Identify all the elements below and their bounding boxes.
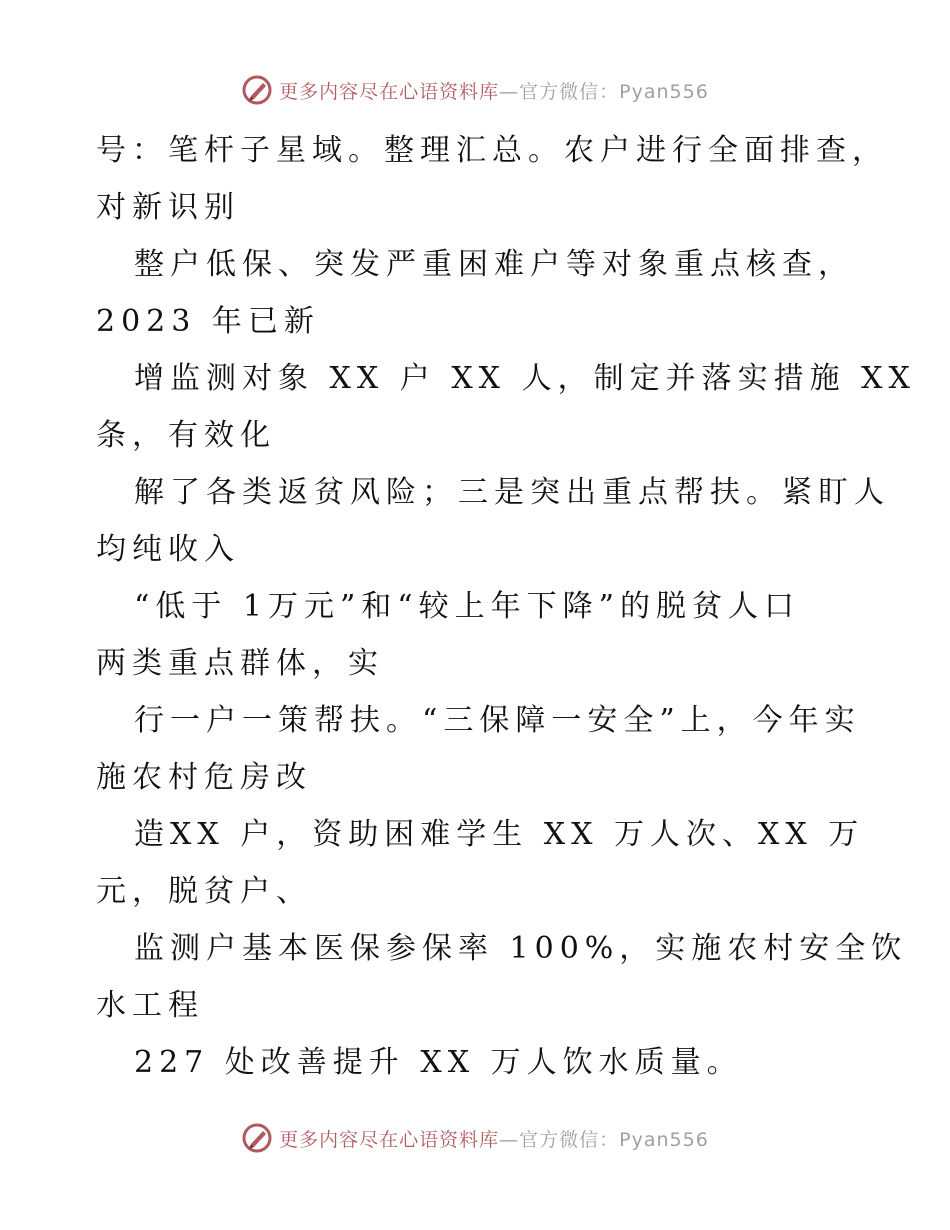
body-line: 监测户基本医保参保率 100%，实施农村安全饮	[134, 931, 908, 966]
footer-banner	[0, 1118, 950, 1158]
header-banner-separator: —	[499, 80, 520, 103]
body-line: 号：笔杆子星域。整理汇总。农户进行全面排查，	[96, 133, 888, 168]
body-line: 2023 年已新	[96, 304, 320, 339]
body-line: 条，有效化	[96, 418, 276, 453]
body-line: 整户低保、突发严重困难户等对象重点核查，	[134, 247, 854, 282]
footer-banner-main: 更多内容尽在心语资料库	[279, 1128, 500, 1151]
body-line: 均纯收入	[96, 532, 240, 567]
body-line: 解了各类返贫风险；三是突出重点帮扶。紧盯人	[134, 475, 890, 510]
header-banner-main: 更多内容尽在心语资料库	[279, 80, 500, 103]
body-line: “低于 1万元”和“较上年下降”的脱贫人口	[134, 589, 800, 624]
body-line: 造XX 户，资助困难学生 XX 万人次、XX 万	[134, 817, 865, 852]
body-line: 元，脱贫户、	[96, 874, 312, 909]
footer-banner-separator: —	[499, 1128, 520, 1151]
pen-logo-icon	[241, 1122, 273, 1154]
footer-banner-text	[279, 1125, 709, 1152]
body-line: 水工程	[96, 988, 204, 1023]
body-line: 227 处改善提升 XX 万人饮水质量。	[134, 1045, 743, 1080]
body-line: 对新识别	[96, 190, 240, 225]
body-line: 两类重点群体，实	[96, 646, 384, 681]
header-banner-wechat: 官方微信：Pyan556	[519, 80, 709, 103]
footer-banner-wechat: 官方微信：Pyan556	[519, 1128, 709, 1151]
pen-logo-icon	[241, 74, 273, 106]
header-banner	[0, 70, 950, 110]
document-body	[96, 122, 916, 1091]
header-banner-text	[279, 77, 709, 104]
body-line: 施农村危房改	[96, 760, 312, 795]
body-line: 行一户一策帮扶。“三保障一安全”上，今年实	[134, 703, 861, 738]
body-line: 增监测对象 XX 户 XX 人，制定并落实措施 XX	[134, 361, 916, 396]
